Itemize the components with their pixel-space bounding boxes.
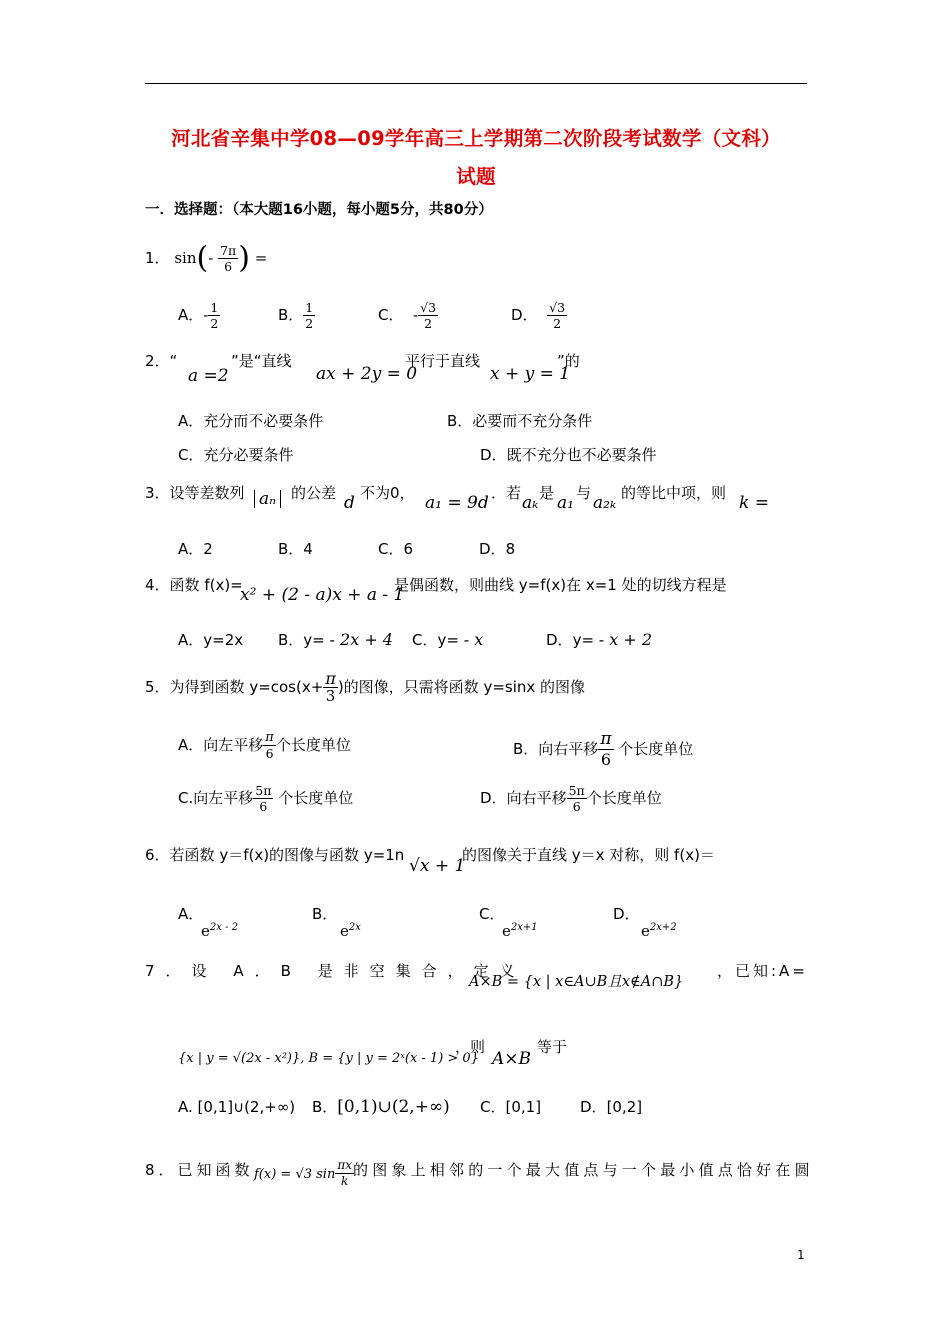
question-text: 函数 f(x)= <box>169 576 243 594</box>
denominator: 2 <box>305 316 314 331</box>
q4-text1 <box>145 576 243 594</box>
q2-option-a <box>178 412 323 430</box>
q2-line2: x + y = 1 <box>490 364 571 384</box>
option-math: - x <box>463 630 484 649</box>
option-label: D． <box>546 631 573 649</box>
exponent: 2x <box>348 922 361 933</box>
q3-option-b <box>278 540 313 558</box>
q3-d: d <box>344 493 355 513</box>
option-sign: - <box>413 306 419 324</box>
q1-option-a <box>178 300 220 331</box>
option-text: 向右平移 <box>506 789 567 807</box>
option-fraction <box>253 783 273 814</box>
open-quote: “ <box>169 352 178 370</box>
q3-text4: ．若 <box>491 484 522 502</box>
option-label: D． <box>480 446 507 464</box>
q7-option-c <box>480 1098 541 1116</box>
q2-condition: a =2 <box>188 366 229 386</box>
option-label: A． <box>178 905 204 923</box>
q6-option-d-expr <box>641 919 677 940</box>
q3-k: k = <box>739 493 769 513</box>
option-text: y= <box>572 631 595 649</box>
fraction <box>323 670 338 705</box>
page-number: 1 <box>797 1248 805 1262</box>
option-text-2: 个长度单位 <box>586 789 662 807</box>
q3-text2: 的公差 <box>291 484 337 502</box>
q7-option-a <box>178 1098 295 1116</box>
q2-option-d <box>480 446 657 464</box>
q2-option-b <box>447 412 592 430</box>
option-text: 向左平移 <box>203 736 264 754</box>
q5-option-d <box>480 783 662 814</box>
q7-option-d <box>580 1098 642 1116</box>
q7-text3: ，则 <box>455 1038 486 1056</box>
option-label: B． <box>312 905 338 923</box>
option-label: A． <box>178 631 204 649</box>
option-text: 充分而不必要条件 <box>203 412 324 430</box>
numerator: π <box>265 730 274 745</box>
q3-option-c <box>378 540 413 558</box>
question-number: 5． <box>145 678 170 696</box>
option-fraction <box>263 730 276 761</box>
q5-option-b <box>513 730 693 769</box>
exponent: 2x+1 <box>510 922 538 933</box>
option-label: A． <box>178 736 204 754</box>
denominator: 6 <box>259 799 268 814</box>
option-text: [0,2] <box>606 1098 643 1116</box>
q4-expression: x² + (2 - a)x + a - 1 <box>240 585 405 605</box>
page-title-line2: 试题 <box>456 165 496 188</box>
denominator: 2 <box>424 316 433 331</box>
option-label: A． <box>178 306 204 324</box>
exponent: 2x - 2 <box>209 922 238 933</box>
q7-text2: ，已知:A= <box>717 962 808 980</box>
question-number: 6． <box>145 846 170 864</box>
q2-text1: ”是“直线 <box>231 352 292 370</box>
q3-text3: 不为0， <box>360 484 415 502</box>
question-text: 设 A．B 是非空集合，定义 <box>191 962 526 980</box>
option-text: 必要而不充分条件 <box>472 412 593 430</box>
question-5 <box>145 670 585 705</box>
q3-sequence: aₙ <box>254 490 281 508</box>
q3-option-a <box>178 540 213 558</box>
section-heading: 一．选择题：（本大题16小题，每小题5分，共80分） <box>145 202 493 218</box>
q6-option-c-expr <box>502 919 538 940</box>
q6-text1 <box>145 846 404 864</box>
q6-option-d <box>613 905 640 923</box>
option-label: C． <box>378 540 404 558</box>
q8-text1 <box>145 1161 254 1179</box>
question-number: 7． <box>145 962 192 980</box>
option-text: 向左平移 <box>193 789 254 807</box>
option-label: D． <box>613 905 640 923</box>
q8-text2: 的图象上相邻的一个最大值点与一个最小值点恰好在圆 <box>353 1161 814 1179</box>
q3-a1: a₁ <box>557 493 574 513</box>
option-label: A． <box>178 412 204 430</box>
q3-option-d <box>479 540 515 558</box>
option-text-2: 个长度单位 <box>278 789 354 807</box>
option-text-2: 个长度单位 <box>275 736 351 754</box>
numerator: 1 <box>210 300 219 315</box>
denominator: 2 <box>210 316 219 331</box>
option-fraction <box>208 300 220 331</box>
base: e <box>340 922 349 940</box>
numerator: 5π <box>255 783 272 798</box>
option-text: 2 <box>203 540 213 558</box>
option-fraction <box>567 783 587 814</box>
option-text-2: 个长度单位 <box>618 740 694 758</box>
q6-text2: 的图像关于直线 y＝x 对称，则 f(x)＝ <box>462 846 715 864</box>
q8-expression <box>254 1158 354 1189</box>
option-math: - x + 2 <box>598 630 653 649</box>
q3-a2k: a₂ₖ <box>593 493 617 513</box>
option-fraction <box>547 300 567 331</box>
sin-func: sin <box>174 249 197 267</box>
option-label: B． <box>278 306 304 324</box>
base: e <box>641 922 650 940</box>
q2-line1: ax + 2y = 0 <box>316 364 418 384</box>
q7-text4: 等于 <box>537 1038 568 1056</box>
option-sign: - <box>203 306 209 324</box>
option-label: C． <box>178 446 204 464</box>
option-label: A. <box>178 1098 193 1116</box>
question-text: 若函数 y＝f(x)的图像与函数 y=1n <box>169 846 405 864</box>
option-text: [0,1]∪(2,+∞) <box>197 1098 296 1116</box>
q3-condition: a₁ = 9d <box>425 493 489 513</box>
exponent: 2x+2 <box>649 922 677 933</box>
question-number: 2． <box>145 352 170 370</box>
option-text: 向右平移 <box>538 740 599 758</box>
option-label: D． <box>480 789 507 807</box>
denominator: 2 <box>553 316 562 331</box>
numerator: π <box>325 669 336 688</box>
question-number: 1． <box>145 249 170 267</box>
q4-text2: 是偶函数，则曲线 y=f(x)在 x=1 处的切线方程是 <box>394 576 727 594</box>
question-text: 设等差数列 <box>169 484 245 502</box>
numerator: 1 <box>305 300 314 315</box>
q2-option-c <box>178 446 294 464</box>
q6-option-a <box>178 905 203 923</box>
option-text: y= <box>303 631 325 649</box>
q1-option-d <box>511 300 567 331</box>
option-text: 6 <box>403 540 414 558</box>
fraction <box>335 1158 354 1189</box>
base: e <box>201 922 210 940</box>
option-label: B． <box>278 540 304 558</box>
question-2 <box>145 352 177 370</box>
q6-expression: √x + 1 <box>409 856 466 876</box>
option-label: C． <box>412 631 438 649</box>
option-text: 4 <box>303 540 313 558</box>
numerator: πx <box>337 1158 352 1172</box>
q7-option-b <box>312 1098 450 1116</box>
denominator: 6 <box>600 750 611 769</box>
option-label: B． <box>447 412 473 430</box>
denominator: 3 <box>325 687 336 705</box>
option-fraction <box>598 730 613 769</box>
q3-text1 <box>145 484 245 502</box>
option-label: C． <box>378 306 404 324</box>
option-label: D． <box>511 306 538 324</box>
q3-text5: 是 <box>539 484 555 502</box>
question-text: 已知函数 <box>177 1161 254 1179</box>
option-label: D． <box>479 540 506 558</box>
option-label: B． <box>312 1098 338 1116</box>
denominator: 6 <box>572 799 581 814</box>
q4-option-b <box>278 631 393 649</box>
q7-sets: {x | y = √(2x - x²)}, B = {y | y = 2ˣ(x - 1) > 0} <box>178 1051 479 1066</box>
question-number: 3． <box>145 484 170 502</box>
question-number: 4． <box>145 576 170 594</box>
q1-option-b <box>278 300 315 331</box>
option-text: 充分必要条件 <box>203 446 294 464</box>
option-text: 既不充分也不必要条件 <box>506 446 657 464</box>
q6-option-c <box>479 905 504 923</box>
option-text: [0,1)∪(2,+∞) <box>337 1097 450 1117</box>
option-label: C. <box>178 789 194 807</box>
header-rule <box>145 83 807 84</box>
option-label: B． <box>513 740 539 758</box>
question-text-2: )的图像，只需将函数 y=sinx 的图像 <box>337 678 586 696</box>
equals: = <box>254 249 268 267</box>
q2-text3: ”的 <box>557 352 580 370</box>
option-math: - 2x + 4 <box>329 630 393 649</box>
q1-option-c <box>378 300 438 331</box>
page-title: 河北省辛集中学08—09学年高三上学期第二次阶段考试数学（文科） <box>171 127 781 150</box>
left-paren: ( <box>196 240 209 276</box>
q5-option-a <box>178 730 351 761</box>
function-expression: f(x) = √3 sin <box>254 1167 336 1182</box>
question-number: 8． <box>145 1161 178 1179</box>
q7-definition: A×B = {x | x∈A∪B且x∉A∩B} <box>469 974 684 990</box>
option-text: [0,1] <box>505 1098 542 1116</box>
option-label: C． <box>480 1098 506 1116</box>
denominator: k <box>341 1174 349 1188</box>
option-label: A． <box>178 540 204 558</box>
option-fraction <box>418 300 438 331</box>
q4-option-d <box>546 631 652 649</box>
numerator: π <box>600 729 612 749</box>
numerator: 5π <box>568 783 585 798</box>
q2-text2: 平行于直线 <box>405 352 481 370</box>
denominator: 6 <box>224 259 233 274</box>
question-1 <box>145 240 268 276</box>
q7-product: A×B <box>492 1049 532 1069</box>
numerator: 7π <box>220 243 237 258</box>
q4-option-a <box>178 631 243 649</box>
q3-text6: 与 <box>576 484 592 502</box>
option-label: B． <box>278 631 304 649</box>
option-label: D． <box>580 1098 607 1116</box>
base: e <box>502 922 511 940</box>
minus-sign: - <box>208 249 214 267</box>
q6-option-a-expr <box>201 919 238 940</box>
fraction <box>218 243 238 274</box>
question-text: 为得到函数 y=cos(x+ <box>169 678 324 696</box>
option-text: y=2x <box>203 631 244 649</box>
right-paren: ) <box>238 240 250 276</box>
q6-option-b <box>312 905 337 923</box>
numerator: √3 <box>549 300 566 315</box>
q4-option-c <box>412 631 483 649</box>
numerator: √3 <box>420 300 437 315</box>
option-text: 8 <box>505 540 516 558</box>
option-fraction <box>303 300 315 331</box>
option-label: C． <box>479 905 505 923</box>
q5-option-c <box>178 783 353 814</box>
denominator: 6 <box>265 746 274 761</box>
option-text: y= <box>437 631 459 649</box>
q3-text7: 的等比中项，则 <box>621 484 727 502</box>
q6-option-b-expr <box>340 919 361 940</box>
q3-ak: aₖ <box>522 493 539 513</box>
